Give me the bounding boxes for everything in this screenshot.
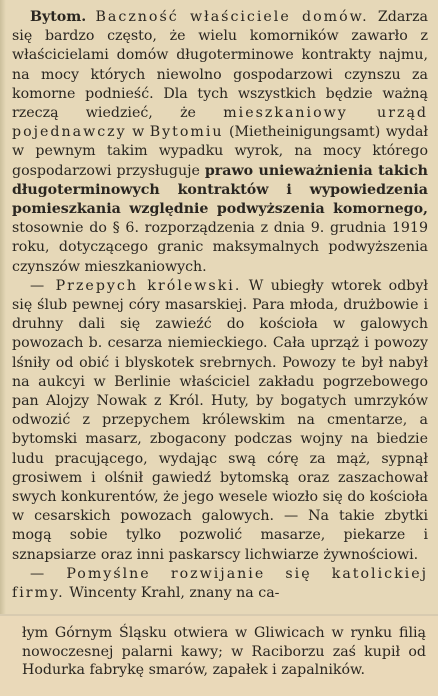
article-heading: Baczność właściciele domów.: [95, 9, 369, 25]
article-text: stosownie do § 6. rozporządzenia z dnia 9. grudnia 1919 roku, dotyczącego granic maksymalnych podwyższenia czynszów mieszkaniowych.: [12, 220, 428, 275]
article-royal-splendor: [12, 277, 428, 565]
article-heading: — Przepych królewski.: [30, 277, 242, 294]
office-name: mieszkaniowy urząd pojednawczy: [12, 105, 428, 141]
paper-fold-shadow: [0, 0, 6, 616]
article-column-continued: [22, 624, 426, 680]
article-bytom-tenancy: [12, 8, 428, 277]
article-continuation-text: łym Górnym Śląsku otwiera w Gliwicach w rynku filią nowoczesnej palarni kawy; w Raciborzu zaś kupił od Hodurka fabrykę smarów, zapałek i zapalników.: [22, 625, 426, 678]
article-text: Zdarza się bardzo często, że wielu komorników zawarło z właścicielami domów długoterminowe kontrakty najmu, na mocy których niewolno gospodarzowi czynszu za komorne podnieść. Dla tych wszystkich będzie ważną rzeczą wiedzieć, że: [12, 9, 429, 122]
article-catholic-firm: [12, 565, 428, 603]
article-heading: — Pomyślne rozwijanie się katolickiej firmy.: [12, 565, 428, 602]
article-column: [12, 8, 428, 603]
highlighted-right: prawo unieważnienia takich długoterminowych kontraktów i wypowiedzenia pomieszkania względnie podwyższenia komornego,: [12, 162, 428, 218]
article-text: (Mietheinigungsamt) wydał w pewnym takim wypadku wyrok, na mocy którego gospodarzowi przysługuje: [12, 124, 429, 179]
article-text: W ubiegły wtorek odbył się ślub pewnej córy masarskiej. Para młoda, drużbowie i druhny dali się zawieźć do kościoła w galowych powozach b. cesarza niemieckiego. Cała uprząż i powozy lśniły od obić i blyskotek srebrnych. Powozy te był nabył na aukcyi w Berlinie właściciel zakładu pogrzebowego pan Alojzy Nowak z Król. Huty, by bogatych umrzyków odwozić z przepychem królewskim na cmentarze, a bytomski masarz, zbogacony podczas wojny na biedzie ludu pracującego, wydając swą córę za mąż, sypnął grosiwem i olśnił gawiedź bytomską oraz zaszachował swych konkurentów, że jego wesele wiozło się do kościoła w cesarskich powozach galowych. — Na takie zbytki mogą sobie tylko pozwolić masarze, piekarze i sznapsiarze oraz inni paskarscy lichwiarze żywnościowi.: [12, 277, 428, 563]
newspaper-clipping-continuation: [0, 616, 438, 696]
article-place: Bytom.: [30, 9, 87, 25]
article-text: Wincenty Krahl, znany na ca-: [69, 585, 280, 602]
article-text: w: [132, 124, 145, 141]
city-name: Bytomiu: [149, 124, 224, 141]
